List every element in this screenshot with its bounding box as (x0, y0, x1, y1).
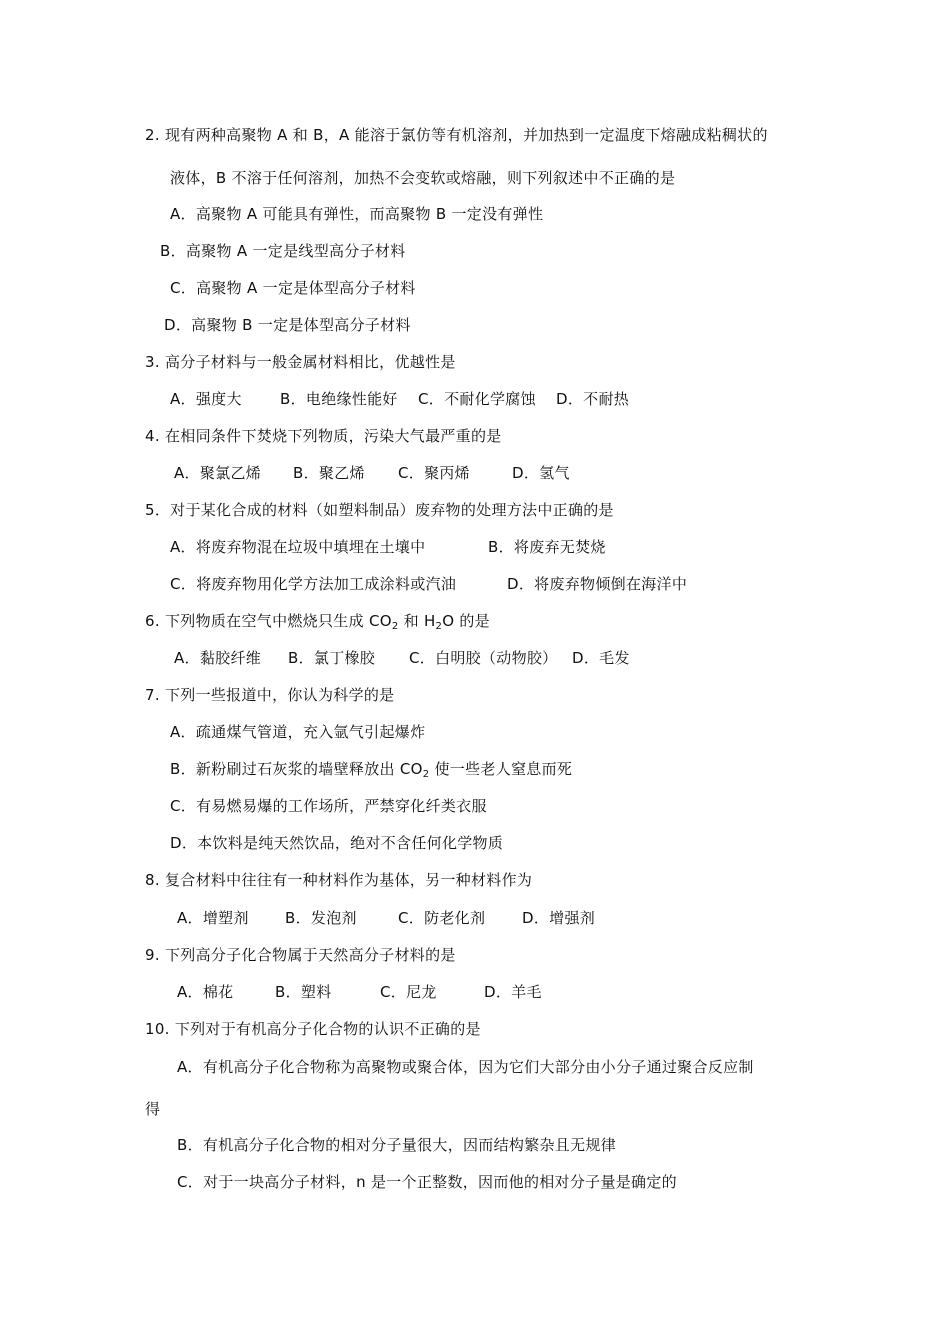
q7-option-b-part2: 使一些老人窒息而死 (429, 760, 573, 778)
q10-option-a-line1: A．有机高分子化合物称为高聚物或聚合体，因为它们大部分由小分子通过聚合反应制 (177, 1058, 754, 1076)
q8-option-b: B．发泡剂 (285, 909, 357, 927)
q7-option-c: C．有易燃易爆的工作场所，严禁穿化纤类衣服 (170, 797, 487, 815)
q4-option-d: D．氢气 (512, 464, 570, 482)
q7-stem: 7. 下列一些报道中，你认为科学的是 (145, 686, 395, 704)
q2-option-d: D．高聚物 B 一定是体型高分子材料 (164, 316, 411, 334)
q8-option-d: D．增强剂 (522, 909, 596, 927)
q5-option-d: D．将废弃物倾倒在海洋中 (507, 575, 688, 593)
q6-option-c: C．白明胶（动物胶） (409, 649, 558, 667)
q10-option-c: C．对于一块高分子材料，n 是一个正整数，因而他的相对分子量是确定的 (177, 1173, 677, 1191)
q6-option-d: D．毛发 (572, 649, 630, 667)
q3-option-d: D．不耐热 (556, 390, 630, 408)
q4-option-b: B．聚乙烯 (293, 464, 365, 482)
q8-option-c: C．防老化剂 (398, 909, 486, 927)
q10-stem: 10. 下列对于有机高分子化合物的认识不正确的是 (145, 1020, 481, 1038)
q7-option-d: D．本饮料是纯天然饮品，绝对不含任何化学物质 (170, 834, 504, 852)
q6-option-b: B．氯丁橡胶 (288, 649, 376, 667)
q6-stem (145, 611, 490, 637)
q6-subscript-h2o: 2 (435, 621, 443, 632)
q2-stem-line1: 2. 现有两种高聚物 A 和 B，A 能溶于氯仿等有机溶剂，并加热到一定温度下熔融成粘稠状的 (145, 126, 768, 144)
q6-option-a: A．黏胶纤维 (174, 649, 262, 667)
q7-subscript-co2: 2 (422, 769, 430, 780)
q6-stem-part1: 6. 下列物质在空气中燃烧只生成 CO (145, 612, 392, 630)
q5-option-a: A．将废弃物混在垃圾中填埋在土壤中 (170, 538, 426, 556)
q3-option-a: A．强度大 (170, 390, 242, 408)
q9-stem: 9. 下列高分子化合物属于天然高分子材料的是 (145, 946, 456, 964)
q5-option-b: B．将废弃无焚烧 (488, 538, 606, 556)
q8-stem: 8. 复合材料中往往有一种材料作为基体，另一种材料作为 (145, 871, 533, 889)
q7-option-b-part1: B．新粉刷过石灰浆的墙壁释放出 CO (170, 760, 423, 778)
q8-option-a: A．增塑剂 (177, 909, 249, 927)
q5-option-c: C．将废弃物用化学方法加工成涂料或汽油 (170, 575, 457, 593)
q6-subscript-co2: 2 (391, 621, 399, 632)
q3-option-c: C．不耐化学腐蚀 (418, 390, 536, 408)
q6-stem-part3: O 的是 (442, 612, 490, 630)
q2-option-c: C．高聚物 A 一定是体型高分子材料 (170, 279, 416, 297)
q10-option-a-line2: 得 (145, 1100, 161, 1118)
q9-option-b: B．塑料 (275, 983, 332, 1001)
q9-option-d: D．羊毛 (484, 983, 542, 1001)
q7-option-b (170, 759, 572, 785)
q4-option-a: A．聚氯乙烯 (174, 464, 262, 482)
q2-stem-line2: 液体，B 不溶于任何溶剂，加热不会变软或熔融，则下列叙述中不正确的是 (170, 169, 676, 187)
q4-option-c: C．聚丙烯 (398, 464, 470, 482)
q3-option-b: B．电绝缘性能好 (280, 390, 398, 408)
q9-option-a: A．棉花 (177, 983, 234, 1001)
q2-option-a: A．高聚物 A 可能具有弹性，而高聚物 B 一定没有弹性 (170, 205, 544, 223)
q2-option-b: B．高聚物 A 一定是线型高分子材料 (160, 242, 406, 260)
q3-stem: 3. 高分子材料与一般金属材料相比，优越性是 (145, 353, 456, 371)
q7-option-a: A．疏通煤气管道，充入氩气引起爆炸 (170, 723, 426, 741)
q9-option-c: C．尼龙 (380, 983, 437, 1001)
q6-stem-part2: 和 H (398, 612, 436, 630)
q10-option-b: B．有机高分子化合物的相对分子量很大，因而结构繁杂且无规律 (177, 1136, 616, 1154)
q4-stem: 4. 在相同条件下焚烧下列物质，污染大气最严重的是 (145, 427, 502, 445)
q5-stem: 5．对于某化合成的材料（如塑料制品）废弃物的处理方法中正确的是 (145, 501, 614, 519)
